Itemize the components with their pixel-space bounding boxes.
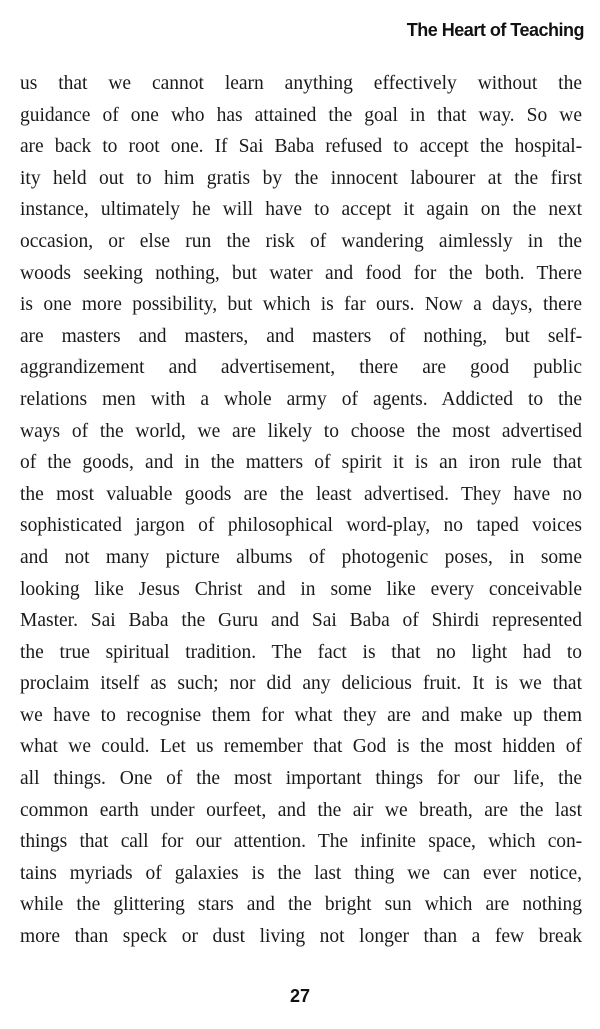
text-line: we have to recognise them for what they are and make up them [20,704,582,726]
text-line: all things. One of the most important things for our life, the [20,768,582,790]
text-line: aggrandizement and advertisement, there are good public [20,357,582,379]
text-line: are back to root one. If Sai Baba refused to accept the hospital- [20,136,582,158]
text-line: tains myriads of galaxies is the last thing we can ever notice, [20,862,582,884]
text-line: ity held out to him gratis by the innocent labourer at the first [20,167,582,189]
text-line: and not many picture albums of photogenic poses, in some [20,546,582,568]
text-line: Master. Sai Baba the Guru and Sai Baba of Shirdi represented [20,610,582,632]
text-line: what we could. Let us remember that God is the most hidden of [20,736,582,758]
text-line: proclaim itself as such; nor did any delicious fruit. It is we that [20,673,582,695]
running-header-title: The Heart of Teaching [406,20,584,40]
text-line: woods seeking nothing, but water and food for the both. There [20,262,582,284]
text-line: guidance of one who has attained the goal in that way. So we [20,104,582,126]
text-line: occasion, or else run the risk of wandering aimlessly in the [20,230,582,252]
text-line: relations men with a whole army of agents. Addicted to the [20,388,582,410]
text-line: the most valuable goods are the least advertised. They have no [20,483,582,505]
text-line: the true spiritual tradition. The fact is that no light had to [20,641,582,663]
text-line: of the goods, and in the matters of spirit it is an iron rule that [20,452,582,474]
text-line: instance, ultimately he will have to accept it again on the next [20,199,582,221]
text-line: sophisticated jargon of philosophical word-play, no taped voices [20,515,582,537]
text-line: us that we cannot learn anything effectively without the [20,73,582,94]
text-line: ways of the world, we are likely to choose the most advertised [20,420,582,442]
text-line: are masters and masters, and masters of nothing, but self- [20,325,582,347]
page-number: 27 [289,986,311,1006]
text-line: looking like Jesus Christ and in some like every conceivable [20,578,582,600]
text-line: things that call for our attention. The infinite space, which con- [20,831,582,853]
text-line: is one more possibility, but which is far ours. Now a days, there [20,294,582,316]
text-line: more than speck or dust living not longer than a few break [20,926,582,948]
body-text [20,68,582,953]
text-line: while the glittering stars and the bright sun which are nothing [20,894,582,916]
text-line: common earth under ourfeet, and the air we breath, are the last [20,799,582,821]
